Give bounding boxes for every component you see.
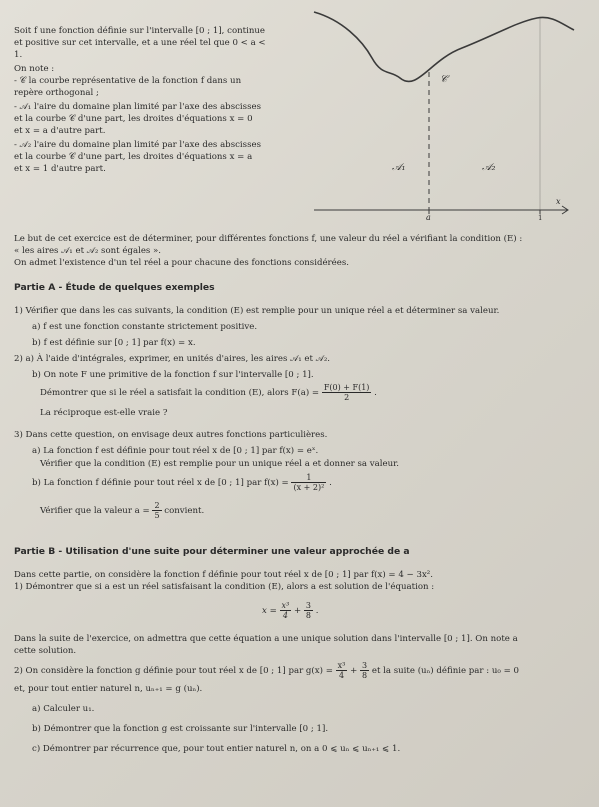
intro-line-12: et x = 1 d'autre part.: [14, 164, 106, 174]
intro-line-4: On note :: [14, 64, 55, 74]
part-b-q2-line2: et, pour tout entier naturel n, uₙ₊₁ = g (uₙ).: [14, 684, 203, 694]
area1-label: 𝒜₁: [392, 162, 406, 173]
part-a-q2b-text: Démontrer que si le réel a satisfait la condition (E), alors F(a) =: [40, 388, 320, 398]
intro-line-6: repère orthogonal ;: [14, 88, 99, 98]
part-a-q3b-end: .: [329, 478, 332, 488]
fraction-numerator: 3: [362, 661, 368, 670]
fraction-denominator: 2: [344, 393, 350, 402]
fraction-f0-f1: [322, 383, 372, 402]
equation-end: .: [315, 606, 319, 616]
part-a-q1b: b) f est définie sur [0 ; 1] par f(x) = x.: [32, 338, 196, 348]
x-axis-label: x: [556, 197, 561, 206]
intro-line-9: et x = a d'autre part.: [14, 126, 106, 136]
fraction-denominator: 5: [154, 511, 160, 520]
intro-line-5: - 𝒞 la courbe représentative de la fonction f dans un: [14, 76, 242, 86]
part-a-q2b-line2: [40, 382, 377, 404]
fraction-three-eighths: [360, 661, 369, 680]
part-a-q3b-text: b) La fonction f définie pour tout réel x de [0 ; 1] par f(x) =: [32, 478, 289, 488]
goal-line-1: Le but de cet exercice est de déterminer, pour différentes fonctions f, une valeur du réel a vérifiant la condition (E) :: [14, 234, 523, 244]
part-a-q3b-line2: [40, 500, 204, 522]
area2-label: 𝒜₂: [482, 162, 496, 173]
part-b-q2a: a) Calculer u₁.: [32, 704, 95, 714]
fraction-x-cubed-over-4: [280, 601, 292, 620]
part-a-q3: 3) Dans cette question, on envisage deux autres fonctions particulières.: [14, 430, 328, 440]
part-a-q1a: a) f est une fonction constante strictement positive.: [32, 322, 258, 332]
fraction-numerator: x³: [281, 601, 290, 610]
fraction-one-over-x-plus-2-squared: [291, 473, 326, 492]
fraction-numerator: x³: [337, 661, 346, 670]
tick-a-label: a: [426, 213, 431, 222]
intro-line-1: Soit f une fonction définie sur l'intervalle [0 ; 1], continue: [14, 26, 266, 36]
part-b-title: Partie B - Utilisation d'une suite pour déterminer une valeur approchée de a: [14, 546, 410, 557]
part-a-q3a: a) La fonction f est définie pour tout réel x de [0 ; 1] par f(x) = eˣ.: [32, 446, 319, 456]
part-b-q2-end: et la suite (uₙ) définie par : u₀ = 0: [371, 666, 520, 676]
fraction-numerator: 2: [154, 501, 160, 510]
intro-line-3: 1.: [14, 50, 23, 60]
fraction-two-fifths: [152, 501, 161, 520]
goal-line-3: On admet l'existence d'un tel réel a pour chacune des fonctions considérées.: [14, 258, 349, 268]
part-b-after-eq-1: Dans la suite de l'exercice, on admettra que cette équation a une unique solution dans l'intervalle [0 ; 1]. On note a: [14, 634, 518, 644]
fraction-denominator: 8: [362, 671, 368, 680]
curve-label: 𝒞: [440, 74, 448, 85]
area-figure: [312, 0, 582, 228]
part-a-q2a: 2) a) À l'aide d'intégrales, exprimer, en unités d'aires, les aires 𝒜₁ et 𝒜₂.: [14, 354, 330, 364]
fraction-denominator: 4: [338, 671, 345, 680]
equation-x: [262, 600, 318, 622]
part-b-q1: 1) Démontrer que si a est un réel satisfaisant la condition (E), alors a est solution de l'équation :: [14, 582, 435, 592]
fraction-denominator: 8: [305, 611, 311, 620]
equation-plus: +: [293, 606, 302, 616]
part-b-q2c: c) Démontrer par récurrence que, pour tout entier naturel n, on a 0 ⩽ uₙ ⩽ uₙ₊₁ ⩽ 1.: [32, 744, 401, 754]
intro-line-10: - 𝒜₂ l'aire du domaine plan limité par l'axe des abscisses: [14, 140, 261, 150]
equation-lhs: x =: [262, 606, 277, 616]
part-a-title: Partie A - Étude de quelques exemples: [14, 282, 215, 293]
part-b-intro: Dans cette partie, on considère la fonction f définie pour tout réel x de [0 ; 1] par f(x) = 4 − 3x².: [14, 570, 433, 580]
fraction-x-cubed-over-4: [336, 661, 348, 680]
part-a-q1: 1) Vérifier que dans les cas suivants, la condition (E) est remplie pour un unique réel a et déterminer sa valeur.: [14, 306, 500, 316]
part-b-q2: [14, 660, 519, 682]
fraction-numerator: 1: [291, 473, 326, 483]
tick-1-label: 1: [538, 214, 543, 222]
part-a-q3b: [32, 472, 332, 494]
fraction-denominator: 4: [282, 611, 288, 620]
curve-c: [314, 12, 574, 81]
fraction-numerator: F(0) + F(1): [323, 383, 370, 392]
goal-line-2: « les aires 𝒜₁ et 𝒜₂ sont égales ».: [14, 246, 162, 256]
intro-line-2: et positive sur cet intervalle, et a une réel tel que 0 < a <: [14, 38, 266, 48]
part-a-q3b-line2-text: Vérifier que la valeur a =: [40, 506, 150, 516]
fraction-numerator: 3: [305, 601, 311, 610]
part-a-q2b: b) On note F une primitive de la fonction f sur l'intervalle [0 ; 1].: [32, 370, 314, 380]
fraction-three-eighths: [304, 601, 313, 620]
part-b-q2-text: 2) On considère la fonction g définie pour tout réel x de [0 ; 1] par g(x) =: [14, 666, 333, 676]
part-a-q2b-end: .: [374, 388, 377, 398]
part-a-q2b-line3: La réciproque est-elle vraie ?: [40, 408, 168, 418]
fraction-denominator: (x + 2)²: [293, 483, 325, 492]
part-a-q3b-line2-end: convient.: [164, 506, 205, 516]
intro-line-7: - 𝒜₁ l'aire du domaine plan limité par l'axe des abscisses: [14, 102, 261, 112]
part-a-q3a-line2: Vérifier que la condition (E) est remplie pour un unique réel a et donner sa valeur.: [40, 459, 400, 469]
intro-line-8: et la courbe 𝒞 d'une part, les droites d'équations x = 0: [14, 114, 253, 124]
q2-plus: +: [350, 666, 358, 676]
part-b-q2b: b) Démontrer que la fonction g est croissante sur l'intervalle [0 ; 1].: [32, 724, 329, 734]
intro-line-11: et la courbe 𝒞 d'une part, les droites d'équations x = a: [14, 152, 253, 162]
part-b-after-eq-2: cette solution.: [14, 646, 77, 656]
